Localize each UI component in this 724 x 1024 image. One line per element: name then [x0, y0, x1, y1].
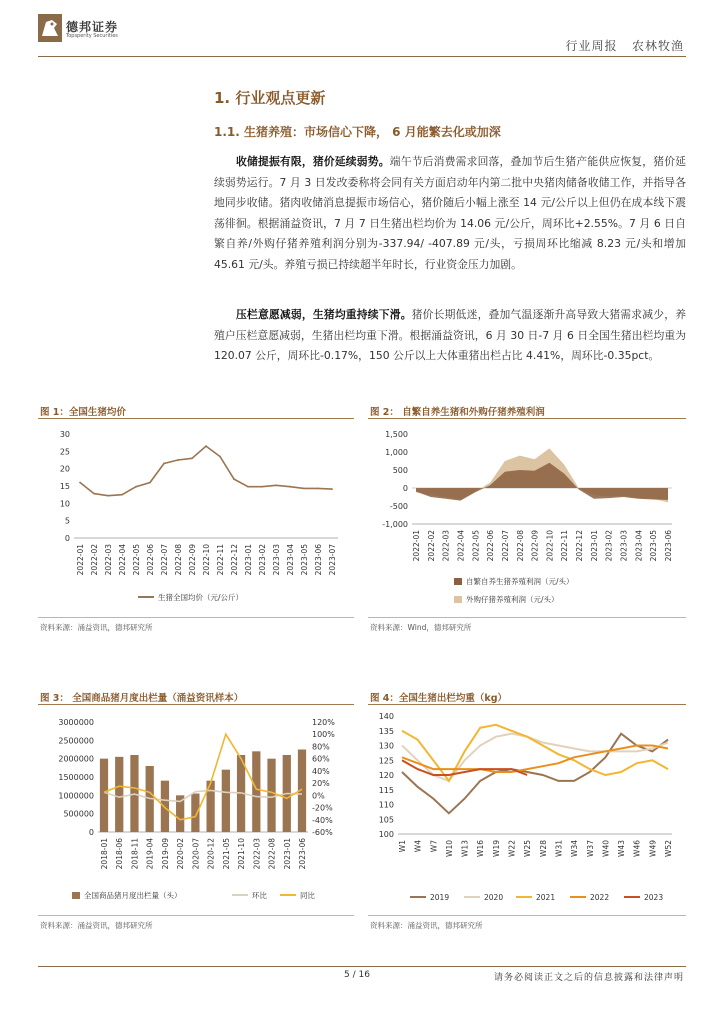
figure-1-source: 资料来源：涌益资讯，德邦研究所 [40, 623, 153, 632]
fig1-data-point [121, 494, 123, 496]
fig1-xtick-label: 2022-05 [132, 544, 141, 576]
fig2-legend-swatch [454, 578, 462, 585]
figure-3-top-rule [38, 704, 354, 705]
fig2-xtick-label: 2023-03 [619, 530, 629, 562]
fig3-xtick-label: 2019-09 [160, 838, 170, 870]
paragraph-1-body: 端午节后消费需求回落，叠加节后生猪产能供应恢复，猪价延续弱势运行。7 月 3 日发改委称将会同有关方面启动年内第二批中央猪肉储备收储工作，并指导各地同步收储。猪肉收储消息提振市场信心，猪价随后小幅上涨至 14 元/公斤以上但仍在成本线下震荡徘徊。根据涌益资讯，7 月 7 日生猪出栏均价为 14.06 元/公斤，周环比+2.55%。7 月 6 日自繁自养/外购仔猪养殖利润分别为-337.94/ -407.89 元/头，亏损周环比缩减 8.23 元/头和增加 45.61 元/头。养殖亏损已持续超半年时长，行业资金压力加剧。 [214, 155, 687, 271]
figure-4-bottom-rule [368, 915, 686, 916]
fig3-legend-swatch [72, 892, 80, 899]
fig4-xtick-label: W46 [632, 840, 642, 857]
fig1-xtick-label: 2022-12 [230, 544, 239, 576]
paragraph-2-lead: 压栏意愿减弱，生猪均重持续下滑。 [236, 308, 412, 321]
fig1-xtick-label: 2023-01 [244, 544, 253, 576]
fig3-y2tick-label: -40% [312, 815, 333, 825]
fig2-legend-label: 自繁自养生猪养殖利润（元/头） [466, 577, 574, 586]
fig4-ytick-label: 125 [378, 756, 394, 766]
fig4-legend-label: 2021 [536, 893, 556, 902]
fig2-xtick-label: 2022-06 [486, 530, 496, 562]
fig1-data-point [79, 482, 81, 484]
fig3-xtick-label: 2018-11 [130, 838, 140, 870]
fig1-ytick-label: 25 [59, 447, 70, 457]
fig4-xtick-label: W10 [444, 840, 454, 857]
fig4-xtick-label: W43 [617, 840, 627, 857]
fig1-xtick-label: 2022-02 [90, 544, 99, 576]
fig2-xtick-label: 2023-06 [664, 530, 673, 562]
fig1-data-point [177, 459, 179, 461]
paragraph-1-lead: 收储提振有限，猪价延续弱势。 [236, 155, 390, 168]
fig2-xtick-label: 2023-02 [604, 530, 614, 562]
fig1-data-point [107, 495, 109, 497]
fig3-ytick-label: 0 [88, 828, 94, 837]
fig3-bar [222, 770, 230, 832]
fig4-xtick-label: W22 [507, 840, 517, 857]
fig1-legend-label: 生猪全国均价（元/公斤） [158, 593, 244, 602]
sector-name: 农林牧渔 [631, 39, 684, 53]
figure-3-source: 资料来源：涌益资讯，德邦研究所 [40, 921, 153, 930]
fig3-xtick-label: 2023-01 [282, 838, 292, 870]
fig2-legend-swatch [454, 596, 462, 603]
fig2-xtick-label: 2023-05 [649, 530, 659, 562]
fig4-ytick-label: 135 [378, 726, 394, 736]
fig2-ytick-label: 500 [392, 466, 408, 475]
fig1-ytick-label: 5 [64, 516, 70, 526]
fig3-xtick-label: 2022-08 [267, 838, 277, 870]
fig1-data-point [289, 486, 291, 488]
fig2-ytick-label: -1,000 [382, 520, 408, 529]
fig4-ytick-label: 100 [378, 830, 394, 839]
fig3-ytick-label: 2500000 [58, 736, 94, 746]
fig1-ytick-label: 10 [59, 499, 70, 509]
fig4-legend-label: 2023 [644, 893, 664, 902]
fig2-xtick-label: 2022-10 [545, 530, 555, 562]
fig2-xtick-label: 2022-01 [412, 530, 421, 562]
fig2-legend-label: 外购仔猪养殖利润（元/头） [466, 595, 559, 604]
fig2-xtick-label: 2023-04 [634, 530, 644, 562]
brand-subtitle: Topsperity Securities [66, 33, 118, 39]
fig1-xtick-label: 2023-06 [314, 544, 323, 576]
figure-3-title: 图 3： 全国商品猪月度出栏量（涌益资讯样本） [40, 693, 244, 704]
paragraph-1 [214, 152, 686, 275]
fig4-ytick-label: 105 [378, 815, 394, 825]
fig3-bar [161, 781, 169, 832]
paragraph-2 [214, 305, 686, 367]
fig3-y2tick-label: 100% [312, 730, 335, 740]
fig3-xtick-label: 2021-10 [237, 838, 247, 870]
paragraph-2-body: 猪价长期低迷，叠加气温逐渐升高导致大猪需求减少，养殖户压栏意愿减弱，生猪出栏均重下滑。根据涌益资讯，6 月 30 日-7 月 6 日全国生猪出栏均重为 120.07 公斤，周环比-0.17%，150 公斤以上大体重猪出栏占比 4.41%，周环比-0.35pct。 [214, 308, 687, 362]
fig1-ytick-label: 15 [59, 482, 70, 491]
figure-4-chart [368, 706, 686, 914]
fig3-y2tick-label: -60% [312, 828, 333, 837]
fig4-xtick-label: W49 [648, 840, 658, 857]
fig1-data-point [135, 486, 137, 488]
fig1-xtick-label: 2023-02 [258, 544, 267, 576]
fig1-data-point [275, 484, 277, 486]
fig4-legend-label: 2022 [590, 893, 610, 902]
figure-2-source: 资料来源：Wind，德邦研究所 [370, 623, 472, 632]
fig1-xtick-label: 2022-07 [160, 544, 169, 576]
fig4-xtick-label: W4 [413, 840, 423, 853]
fig2-xtick-label: 2022-05 [471, 530, 481, 562]
fig1-data-point [261, 486, 263, 488]
fig4-xtick-label: W13 [460, 840, 470, 857]
fig1-data-point [317, 488, 319, 490]
page-number: 5 / 16 [344, 970, 370, 980]
fig1-xtick-label: 2023-04 [286, 544, 295, 576]
fig3-legend-label: 全国商品猪月度出栏量（头） [84, 891, 182, 900]
fig4-xtick-label: W7 [429, 840, 439, 853]
fig3-xtick-label: 2023-06 [298, 838, 307, 870]
fig1-xtick-label: 2022-08 [174, 544, 183, 576]
fig3-ytick-label: 1000000 [58, 791, 94, 801]
figure-1-chart [38, 420, 354, 615]
fig3-bar [252, 751, 260, 832]
figure-4-source: 资料来源：涌益资讯，德邦研究所 [370, 921, 483, 930]
fig3-ytick-label: 2000000 [58, 754, 94, 764]
fig4-xtick-label: W34 [570, 840, 580, 857]
fig2-xtick-label: 2022-11 [560, 530, 570, 562]
fig1-xtick-label: 2022-04 [118, 544, 127, 576]
fig4-xtick-label: W1 [398, 840, 407, 853]
fig3-xtick-label: 2018-01 [100, 838, 109, 870]
fig3-xtick-label: 2020-07 [191, 838, 201, 870]
fig3-xtick-label: 2021-05 [221, 838, 231, 870]
fig1-data-point [93, 493, 95, 495]
footer-divider [38, 966, 686, 967]
fig2-xtick-label: 2022-12 [575, 530, 585, 562]
fig1-xtick-label: 2023-07 [328, 544, 337, 576]
fig4-xtick-label: W40 [601, 840, 611, 857]
fig3-ytick-label: 500000 [63, 809, 94, 819]
brand-name: 德邦证券 [66, 20, 119, 34]
fig4-xtick-label: W31 [554, 840, 564, 857]
fig4-legend-label: 2019 [430, 893, 450, 902]
fig1-data-point [191, 457, 193, 459]
fig2-xtick-label: 2023-01 [589, 530, 599, 562]
header-right [566, 37, 684, 54]
fig2-xtick-label: 2022-04 [456, 530, 466, 562]
fig3-xtick-label: 2020-12 [206, 838, 216, 870]
fig3-ytick-label: 1500000 [58, 773, 94, 782]
fig2-xtick-label: 2022-03 [441, 530, 451, 562]
fig2-series-area [416, 463, 668, 501]
fig3-y2tick-label: 20% [312, 779, 330, 789]
header-divider [38, 56, 686, 57]
fig3-bar [100, 759, 108, 832]
fig3-y2tick-label: 0% [312, 791, 325, 801]
fig3-bar [191, 794, 199, 833]
figure-3-bottom-rule [38, 915, 354, 916]
fig1-data-point [247, 486, 249, 488]
fig4-xtick-label: W37 [585, 840, 595, 857]
fig3-y2tick-label: 120% [312, 718, 335, 727]
fig3-bar [115, 757, 123, 832]
fig1-xtick-label: 2022-11 [216, 544, 225, 576]
fig4-legend-label: 2020 [484, 893, 504, 902]
fig1-ytick-label: 20 [59, 464, 70, 474]
fig3-y2tick-label: 80% [312, 742, 330, 752]
fig1-data-point [163, 463, 165, 465]
figure-2-chart [368, 420, 686, 615]
fig4-xtick-label: W19 [491, 840, 501, 857]
fig1-xtick-label: 2023-03 [272, 544, 281, 576]
fig4-ytick-label: 130 [378, 741, 394, 751]
section-title: 1. 行业观点更新 [214, 89, 326, 107]
fig1-data-point [331, 488, 333, 490]
fig4-ytick-label: 110 [378, 800, 394, 810]
fig1-xtick-label: 2023-05 [300, 544, 309, 576]
figure-1-bottom-rule [38, 617, 354, 618]
fig3-bar [267, 759, 275, 832]
fig4-xtick-label: W16 [476, 840, 486, 857]
fig1-xtick-label: 2022-06 [146, 544, 155, 576]
fig1-ytick-label: 30 [59, 430, 70, 439]
footer-disclaimer: 请务必阅读正文之后的信息披露和法律声明 [493, 973, 684, 983]
fig4-xtick-label: W52 [664, 840, 673, 857]
figure-1-top-rule [38, 418, 354, 419]
figure-2-top-rule [368, 418, 686, 419]
figure-1-title: 图 1：全国生猪均价 [40, 407, 126, 418]
fig1-data-point [233, 478, 235, 480]
fig4-ytick-label: 140 [378, 712, 394, 721]
fig3-xtick-label: 2020-02 [176, 838, 186, 870]
fig3-xtick-label: 2022-03 [252, 838, 262, 870]
fig3-xtick-label: 2019-04 [145, 838, 155, 870]
fig2-ytick-label: -500 [389, 502, 408, 511]
figure-4-title: 图 4：全国生猪出栏均重（kg） [370, 693, 508, 704]
fig1-series-line [80, 446, 332, 496]
fig1-data-point [205, 445, 207, 447]
report-type: 行业周报 [565, 39, 618, 53]
fig1-ytick-label: 0 [64, 534, 70, 543]
fig1-xtick-label: 2022-09 [188, 544, 197, 576]
fig1-data-point [303, 488, 305, 490]
fig3-y2tick-label: -20% [312, 803, 333, 813]
fig2-xtick-label: 2022-08 [515, 530, 525, 562]
figure-3-chart [38, 706, 354, 914]
fig2-xtick-label: 2022-09 [530, 530, 540, 562]
fig3-y2tick-label: 60% [312, 754, 330, 764]
figure-2-bottom-rule [368, 617, 686, 618]
fig2-xtick-label: 2022-07 [500, 530, 510, 562]
fig3-y2tick-label: 40% [312, 766, 330, 776]
fig1-xtick-label: 2022-01 [76, 544, 85, 576]
fig1-xtick-label: 2022-10 [202, 544, 211, 576]
fig3-ytick-label: 3000000 [58, 718, 94, 727]
section-subtitle: 1.1. 生猪养殖：市场信心下降， 6 月能繁去化或加深 [214, 125, 501, 139]
figure-4-top-rule [368, 704, 686, 705]
fig1-data-point [149, 482, 151, 484]
fig4-ytick-label: 120 [378, 771, 394, 780]
fig1-data-point [219, 456, 221, 458]
fig3-xtick-label: 2018-06 [115, 838, 125, 870]
fig3-legend-label: 同比 [300, 891, 315, 900]
fig4-xtick-label: W25 [523, 840, 533, 857]
fig4-ytick-label: 115 [378, 785, 394, 795]
company-logo-icon [38, 14, 62, 42]
fig4-series-line [402, 734, 668, 814]
figure-2-title: 图 2： 自繁自养生猪和外购仔猪养殖利润 [370, 407, 545, 418]
fig2-ytick-label: 0 [402, 484, 408, 493]
fig2-xtick-label: 2022-02 [426, 530, 436, 562]
fig1-xtick-label: 2022-03 [104, 544, 113, 576]
fig2-ytick-label: 1,500 [385, 430, 408, 439]
fig2-ytick-label: 1,000 [385, 448, 408, 457]
fig3-legend-label: 环比 [252, 891, 267, 900]
fig4-xtick-label: W28 [538, 840, 548, 857]
